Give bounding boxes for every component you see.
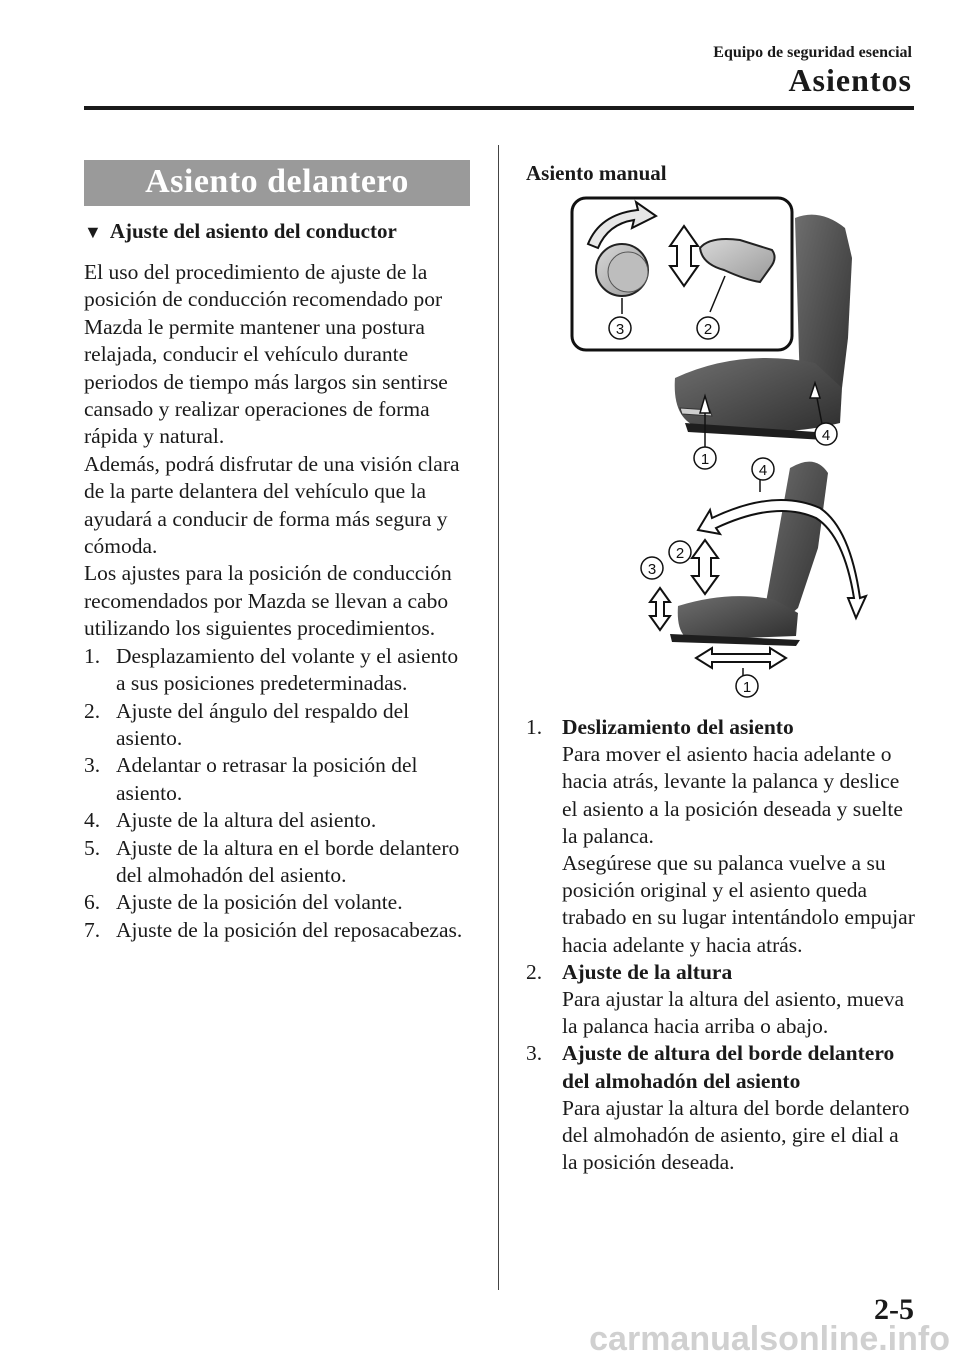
callout-2-bottom: 2 [675, 545, 685, 562]
inset-detail [572, 198, 792, 350]
paragraph: Además, podrá disfrutar de una visión clara de la parte delantera del vehículo que la ayudará a conducir de forma más segura y cómoda. [84, 451, 460, 559]
seat-adjustment-illustration [560, 188, 880, 708]
left-column [84, 160, 470, 944]
item-body: Para ajustar la altura del asiento, mueva la palanca hacia arriba o abajo. [562, 987, 905, 1039]
step-text: Adelantar o retrasar la posición del asiento. [116, 753, 418, 805]
callout-3: 3 [615, 321, 625, 338]
callout-4-top: 4 [821, 427, 831, 444]
step-text: Ajuste de la posición del reposacabezas. [116, 917, 463, 942]
step-text: Ajuste de la altura del asiento. [116, 808, 377, 833]
callout-4-bottom: 4 [758, 462, 768, 479]
step-number: 2. [84, 698, 101, 723]
step-number: 6. [84, 890, 101, 915]
callout-3-bottom: 3 [647, 561, 657, 578]
callout-1-top: 1 [700, 451, 710, 468]
header-rule [84, 106, 914, 110]
page-number: 2-5 [874, 1293, 914, 1326]
callout-2: 2 [703, 321, 713, 338]
item-title: Deslizamiento del asiento [562, 715, 794, 739]
step-text: Ajuste del ángulo del respaldo del asiento. [116, 698, 410, 750]
procedure-steps [84, 643, 470, 944]
step-number: 7. [84, 917, 101, 942]
subsection-heading [84, 216, 470, 247]
paragraph: El uso del procedimiento de ajuste de la posición de conducción recomendado por Mazda le permite mantener una postura relajada, conducir el vehículo durante periodos de tiempo más largos sin sentirse cansado y realizar operaciones de forma rápida y natural. [84, 260, 448, 449]
section-title: Equipo de seguridad esencial [713, 44, 912, 61]
item-number: 2. [526, 959, 543, 984]
item-body: Para ajustar la altura del borde delantero del almohadón de asiento, gire el dial a la posición deseada. [562, 1095, 910, 1175]
list-item [84, 835, 470, 890]
right-column-heading-wrap [526, 158, 918, 188]
step-number: 4. [84, 808, 101, 833]
section-banner: Asiento delantero [84, 160, 470, 206]
list-item [526, 1040, 918, 1176]
item-body: Para mover el asiento hacia adelante o hacia atrás, levante la palanca y deslice el asiento a la posición deseada y suelte la palanca. [562, 742, 903, 848]
list-item [84, 917, 470, 944]
column-divider [498, 145, 499, 1290]
intro-paragraph [84, 259, 470, 643]
subsection-heading-text: Ajuste del asiento del conductor [109, 219, 397, 243]
list-item [84, 698, 470, 753]
item-body-note: Asegúrese que su palanca vuelve a su posición original y el asiento queda trabado en su lugar intentándolo empujar hacia adelante y hacia atrás. [562, 851, 915, 957]
triangle-marker-icon: ▼ [84, 222, 102, 242]
item-number: 1. [526, 715, 543, 739]
seat-side-view [647, 462, 866, 668]
step-number: 1. [84, 643, 101, 668]
manual-seat-heading: Asiento manual [526, 161, 667, 185]
paragraph: Los ajustes para la posición de conducción recomendados por Mazda se llevan a cabo utilizando los siguientes procedimientos. [84, 561, 452, 641]
step-text: Ajuste de la altura en el borde delantero del almohadón del asiento. [116, 835, 460, 887]
list-item [526, 959, 918, 1041]
step-text: Desplazamiento del volante y el asiento a sus posiciones predeterminadas. [116, 643, 459, 696]
item-number: 3. [526, 1041, 543, 1066]
item-title: Ajuste de altura del borde delantero del almohadón del asiento [562, 1041, 895, 1093]
list-item [84, 889, 470, 916]
list-item [526, 714, 918, 959]
step-number: 5. [84, 835, 101, 860]
chapter-title: Asientos [788, 62, 912, 98]
list-item [84, 807, 470, 834]
callout-1-bottom: 1 [742, 679, 752, 696]
step-number: 3. [84, 753, 101, 778]
adjustment-list [526, 714, 918, 1176]
item-title: Ajuste de la altura [562, 959, 733, 984]
step-text: Ajuste de la posición del volante. [116, 890, 403, 915]
watermark: carmanualsonline.info [589, 1320, 950, 1358]
list-item [84, 643, 470, 698]
list-item [84, 752, 470, 807]
